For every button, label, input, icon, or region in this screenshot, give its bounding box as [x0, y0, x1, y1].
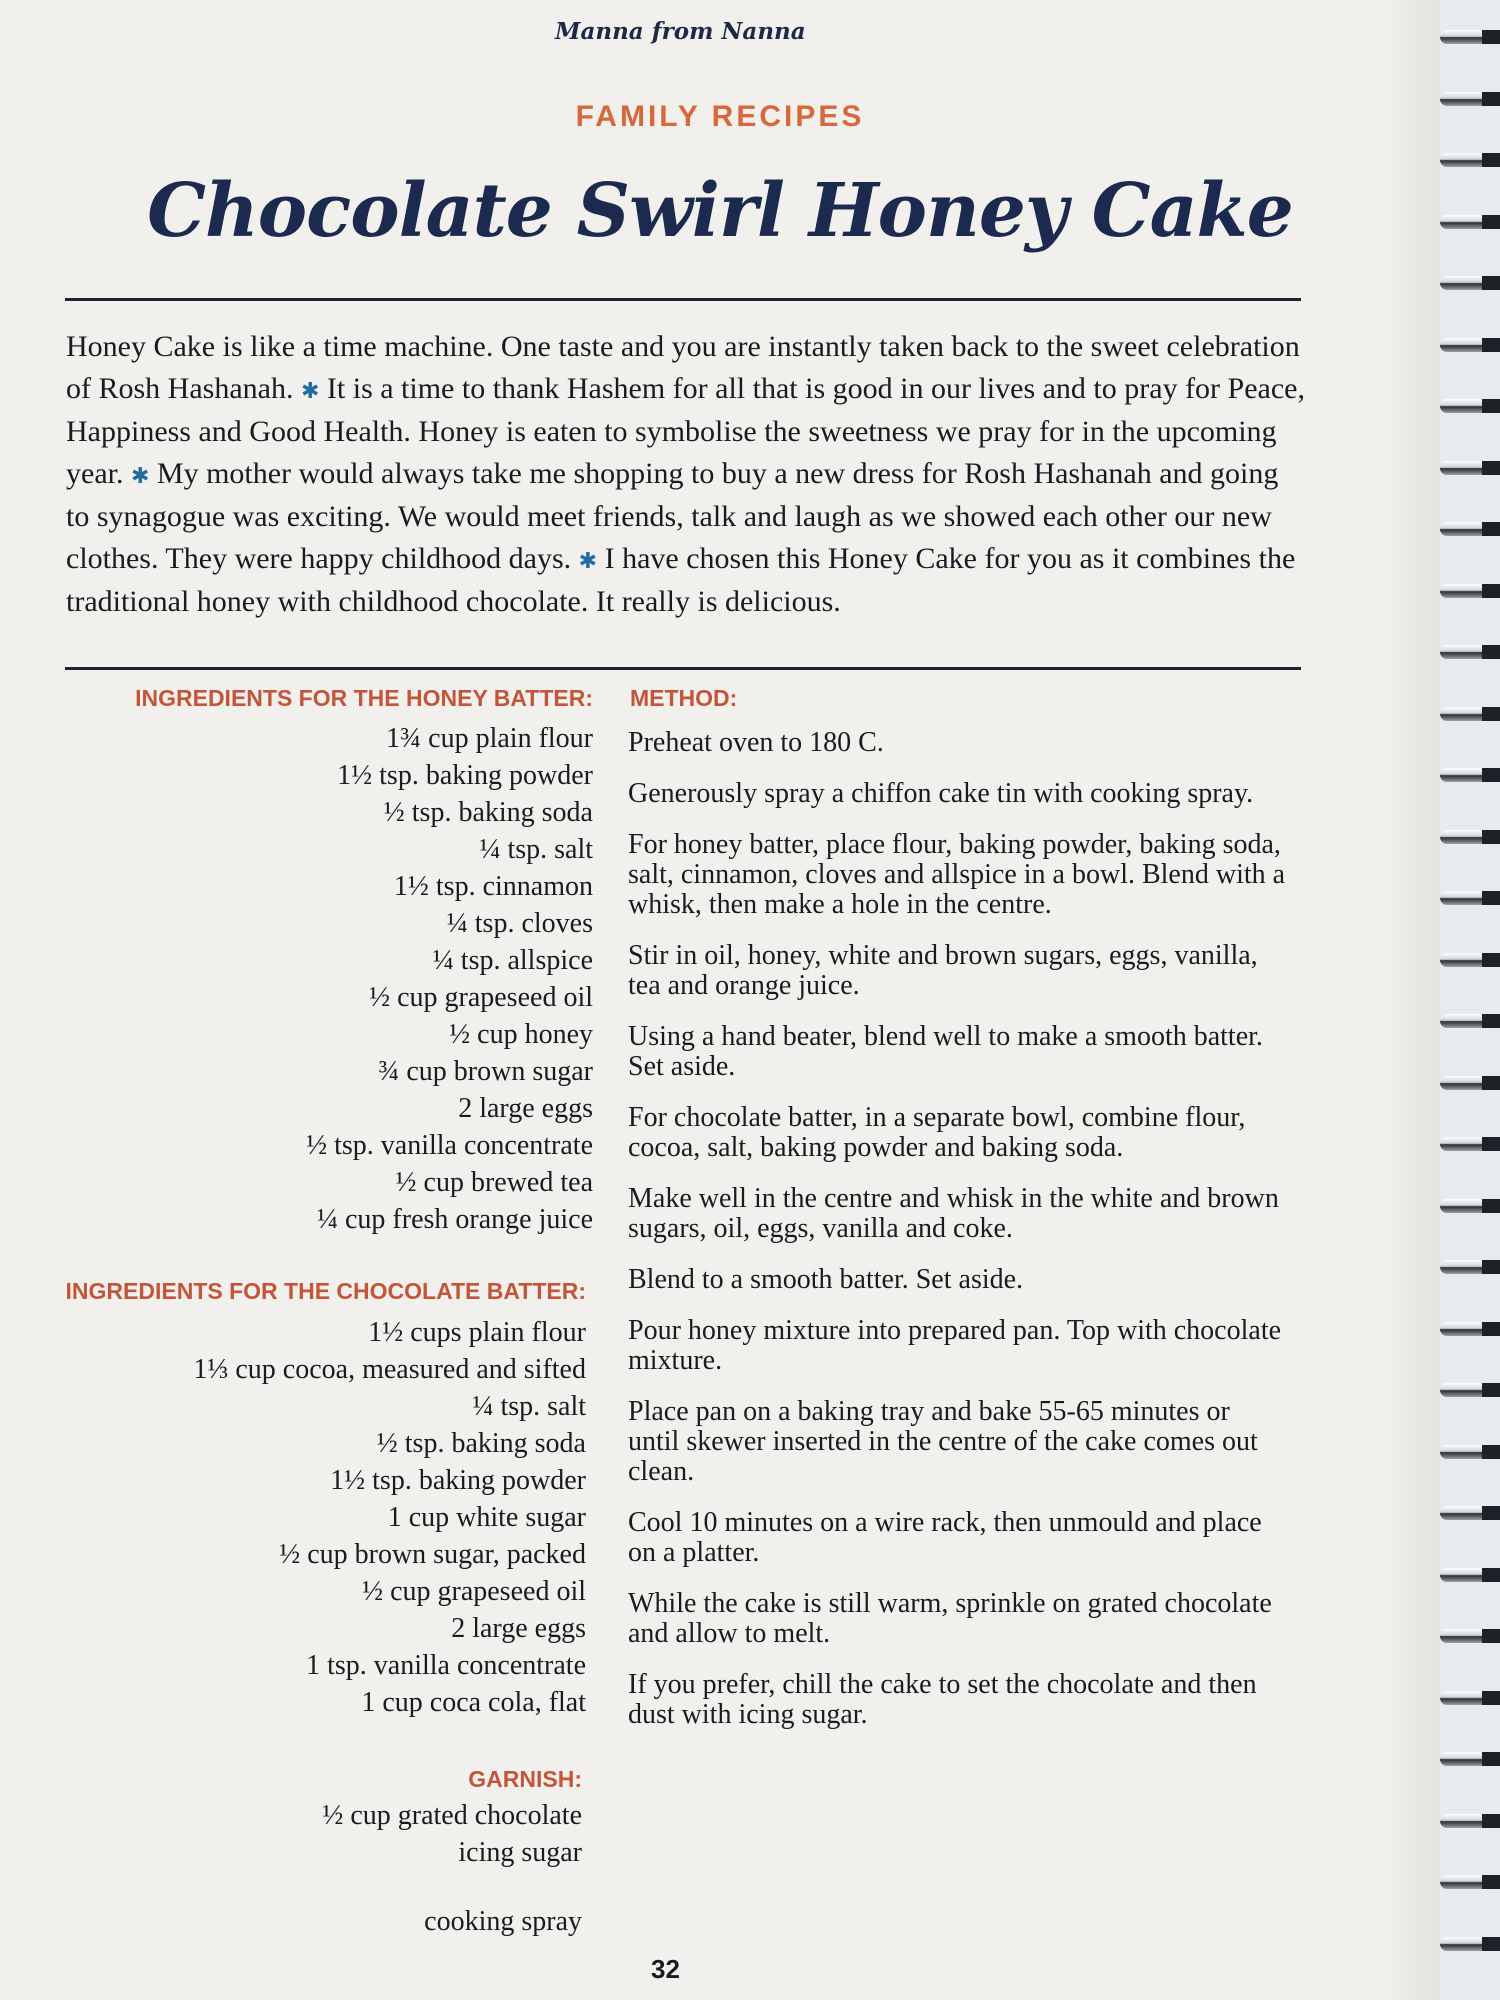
intro-part-2: It is a time to thank Hashem for all that is good in our lives and to pray for Peace, Happiness and Good Health. Honey is eaten to symbolise the sweetness we pray for in the upcoming year.	[66, 371, 1305, 490]
spiral-coil	[1440, 1875, 1500, 1889]
spiral-coil	[1440, 153, 1500, 167]
method-step: Generously spray a chiffon cake tin with cooking spray.	[628, 778, 1254, 809]
spiral-coil	[1440, 1445, 1500, 1459]
method-step: Pour honey mixture into prepared pan. Top with chocolate mixture.	[628, 1315, 1282, 1376]
ingredient-item: ¼ cup fresh orange juice	[317, 1204, 593, 1235]
spiral-coil	[1440, 30, 1500, 44]
spiral-coil	[1440, 1322, 1500, 1336]
spiral-coil	[1440, 768, 1500, 782]
ingredient-item: ¾ cup brown sugar	[378, 1056, 593, 1087]
spiral-coil	[1440, 1568, 1500, 1582]
spiral-coil	[1440, 338, 1500, 352]
star-icon: ✱	[130, 462, 150, 488]
ingredient-item: ¼ tsp. cloves	[446, 908, 593, 939]
book-header: Manna from Nanna	[555, 18, 806, 45]
ingredient-item: ½ cup honey	[449, 1019, 593, 1050]
spiral-coil	[1440, 1383, 1500, 1397]
honey-ingredient-list	[306, 720, 593, 1238]
method-heading: METHOD:	[630, 685, 738, 711]
method-step: For chocolate batter, in a separate bowl, combine flour, cocoa, salt, baking powder and baking soda.	[628, 1102, 1246, 1163]
spiral-coil	[1440, 92, 1500, 106]
method-step: Stir in oil, honey, white and brown sugars, eggs, vanilla, tea and orange juice.	[628, 940, 1258, 1001]
spiral-coil	[1440, 522, 1500, 536]
section-kicker	[0, 100, 1440, 134]
chocolate-batter-heading: INGREDIENTS FOR THE CHOCOLATE BATTER:	[65, 1278, 586, 1304]
recipe-title: Chocolate Swirl Honey Cake	[147, 168, 1293, 254]
spiral-coil	[1440, 1137, 1500, 1151]
spiral-coil	[1440, 645, 1500, 659]
intro-part-1: Honey Cake is like a time machine. One taste and you are instantly taken back to the sweet celebration of Rosh Hashanah.	[66, 330, 1300, 405]
spiral-coil	[1440, 1076, 1500, 1090]
ingredient-item: ½ cup grated chocolate	[322, 1800, 582, 1831]
cooking-spray-item: cooking spray	[424, 1906, 582, 1937]
ingredient-item: 1½ tsp. baking powder	[337, 760, 593, 791]
ingredient-item: 2 large eggs	[458, 1093, 593, 1124]
spiral-coil	[1440, 1814, 1500, 1828]
garnish-list	[322, 1797, 582, 1871]
ingredient-item: ½ cup brewed tea	[395, 1167, 593, 1198]
ingredient-item: ¼ tsp. allspice	[432, 945, 593, 976]
ingredient-item: 1½ tsp. cinnamon	[393, 871, 593, 902]
ingredient-item: 2 large eggs	[451, 1613, 586, 1644]
ingredient-item: 1 cup white sugar	[387, 1502, 586, 1533]
spiral-coil	[1440, 215, 1500, 229]
method-step: For honey batter, place flour, baking powder, baking soda, salt, cinnamon, cloves and allspice in a bowl. Blend with a whisk, then make a hole in the centre.	[628, 829, 1286, 920]
method-step: Blend to a smooth batter. Set aside.	[628, 1264, 1024, 1295]
star-icon: ✱	[300, 377, 320, 403]
spiral-coil	[1440, 584, 1500, 598]
spiral-coil	[1440, 1629, 1500, 1643]
bottom-divider	[65, 667, 1301, 670]
spiral-coil	[1440, 1506, 1500, 1520]
method-step: Make well in the centre and whisk in the white and brown sugars, oil, eggs, vanilla and coke.	[628, 1183, 1279, 1244]
ingredient-item: ¼ tsp. salt	[479, 834, 593, 865]
ingredient-item: 1⅓ cup cocoa, measured and sifted	[193, 1354, 586, 1385]
ingredient-item: 1 cup coca cola, flat	[361, 1687, 586, 1718]
method-step: While the cake is still warm, sprinkle on grated chocolate and allow to melt.	[628, 1588, 1272, 1649]
method-steps	[628, 728, 1288, 1751]
spiral-coil	[1440, 461, 1500, 475]
ingredient-item: 1¾ cup plain flour	[386, 723, 593, 754]
spiral-coil	[1440, 953, 1500, 967]
spiral-coil	[1440, 891, 1500, 905]
garnish-heading: GARNISH:	[468, 1766, 582, 1792]
method-step: Place pan on a baking tray and bake 55-65 minutes or until skewer inserted in the centre of the cake comes out clean.	[628, 1396, 1258, 1487]
ingredient-item: 1½ tsp. baking powder	[330, 1465, 586, 1496]
ingredient-item: ½ tsp. baking soda	[383, 797, 593, 828]
ingredient-item: 1 tsp. vanilla concentrate	[306, 1650, 586, 1681]
spiral-coil	[1440, 830, 1500, 844]
ingredient-item: icing sugar	[458, 1837, 582, 1868]
ingredient-item: 1½ cups plain flour	[368, 1317, 586, 1348]
honey-batter-heading: INGREDIENTS FOR THE HONEY BATTER:	[135, 685, 593, 711]
ingredient-item: ½ tsp. vanilla concentrate	[306, 1130, 593, 1161]
kicker-text: FAMILY RECIPES	[575, 100, 865, 133]
ingredient-item: ¼ tsp. salt	[472, 1391, 586, 1422]
spiral-coil	[1440, 1691, 1500, 1705]
spiral-binding	[1440, 0, 1500, 2000]
spiral-coil	[1440, 1199, 1500, 1213]
top-divider	[65, 298, 1301, 301]
ingredient-item: ½ cup grapeseed oil	[362, 1576, 586, 1607]
spiral-coil	[1440, 276, 1500, 290]
chocolate-ingredient-list	[193, 1314, 586, 1721]
spiral-coil	[1440, 1752, 1500, 1766]
ingredient-item: ½ cup brown sugar, packed	[279, 1539, 586, 1570]
spiral-coil	[1440, 1260, 1500, 1274]
method-step: Preheat oven to 180 C.	[628, 727, 884, 758]
spiral-coil	[1440, 399, 1500, 413]
method-step: If you prefer, chill the cake to set the chocolate and then dust with icing sugar.	[628, 1669, 1257, 1730]
intro-part-4: I have chosen this Honey Cake for you as it combines the traditional honey with childhood chocolate. It really is delicious.	[66, 541, 1296, 618]
page-number: 32	[651, 1954, 680, 1984]
intro-part-3: My mother would always take me shopping to buy a new dress for Rosh Hashanah and going to synagogue was exciting. We would meet friends, talk and laugh as we showed each other our new clothes. They were happy childhood days.	[66, 456, 1279, 575]
method-step: Cool 10 minutes on a wire rack, then unmould and place on a platter.	[628, 1507, 1262, 1568]
intro-paragraph	[66, 326, 1306, 623]
ingredient-item: ½ tsp. baking soda	[376, 1428, 586, 1459]
star-icon: ✱	[578, 547, 598, 573]
spiral-coil	[1440, 707, 1500, 721]
spiral-coil	[1440, 1014, 1500, 1028]
method-step: Using a hand beater, blend well to make a smooth batter. Set aside.	[628, 1021, 1263, 1082]
ingredient-item: ½ cup grapeseed oil	[369, 982, 593, 1013]
spiral-coil	[1440, 1937, 1500, 1951]
